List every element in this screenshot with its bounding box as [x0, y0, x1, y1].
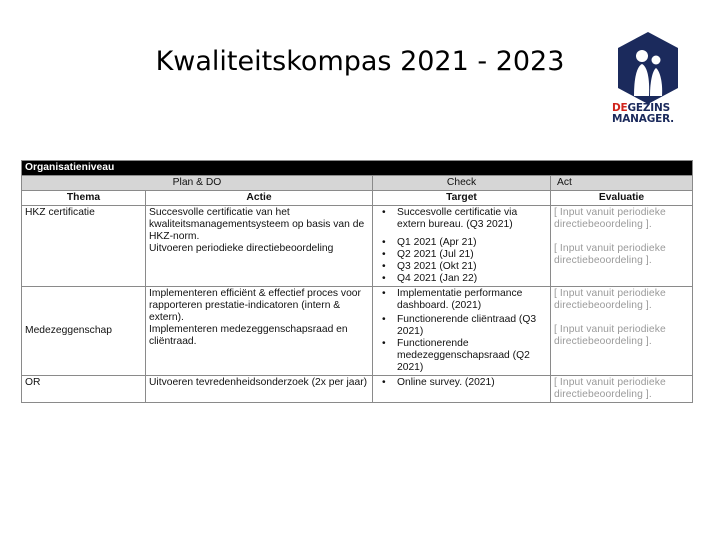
slide-title: Kwaliteitskompas 2021 - 2023 [155, 46, 565, 77]
phase-check: Check [373, 176, 551, 191]
actie-cell: Uitvoeren tevredenheidsonderzoek (2x per jaar) [146, 376, 373, 403]
header-evaluatie: Evaluatie [551, 191, 693, 206]
phase-act: Act [551, 176, 693, 191]
kwaliteitskompas-table [21, 160, 693, 403]
thema-cell: OR [22, 376, 146, 403]
evaluatie-cell: [ Input vanuit periodieke directiebeoordeling ]. [ Input vanuit periodieke directiebeoordeling ]. [551, 287, 693, 376]
thema-cell: HKZ certificatie [22, 206, 146, 287]
evaluatie-cell: [ Input vanuit periodieke directiebeoordeling ]. [551, 376, 693, 403]
logo-wordmark: DEGEZINS MANAGER. [612, 102, 674, 125]
table-row [22, 376, 693, 403]
actie-cell: Succesvolle certificatie van het kwaliteitsmanagementsysteem op basis van de HKZ-norm. Uitvoeren periodieke directiebeoordeling [146, 206, 373, 287]
phase-plan-do: Plan & DO [22, 176, 373, 191]
actie-cell: Implementeren efficiënt & effectief proces voor rapporteren prestatie-indicatoren (intern & extern). Implementeren medezeggenschapsraad en cliëntraad. [146, 287, 373, 376]
header-target: Target [373, 191, 551, 206]
thema-cell: Medezeggenschap [22, 287, 146, 376]
target-cell: • Online survey. (2021) [373, 376, 551, 403]
evaluatie-cell: [ Input vanuit periodieke directiebeoordeling ]. [ Input vanuit periodieke directiebeoordeling ]. [551, 206, 693, 287]
header-actie: Actie [146, 191, 373, 206]
target-cell: • Implementatie performance dashboard. (2021) • Functionerende cliëntraad (Q3 2021) • Functionerende medezeggenschapsraad (Q2 2021) [373, 287, 551, 376]
table-row [22, 287, 693, 376]
header-thema: Thema [22, 191, 146, 206]
target-cell: • Succesvolle certificatie via extern bureau. (Q3 2021) • Q1 2021 (Apr 21) • Q2 2021 (Jul 21) • Q3 2021 (Okt 21) • Q4 2021 (Jan 22) [373, 206, 551, 287]
section-heading: Organisatieniveau [22, 161, 693, 176]
table-row [22, 206, 693, 287]
